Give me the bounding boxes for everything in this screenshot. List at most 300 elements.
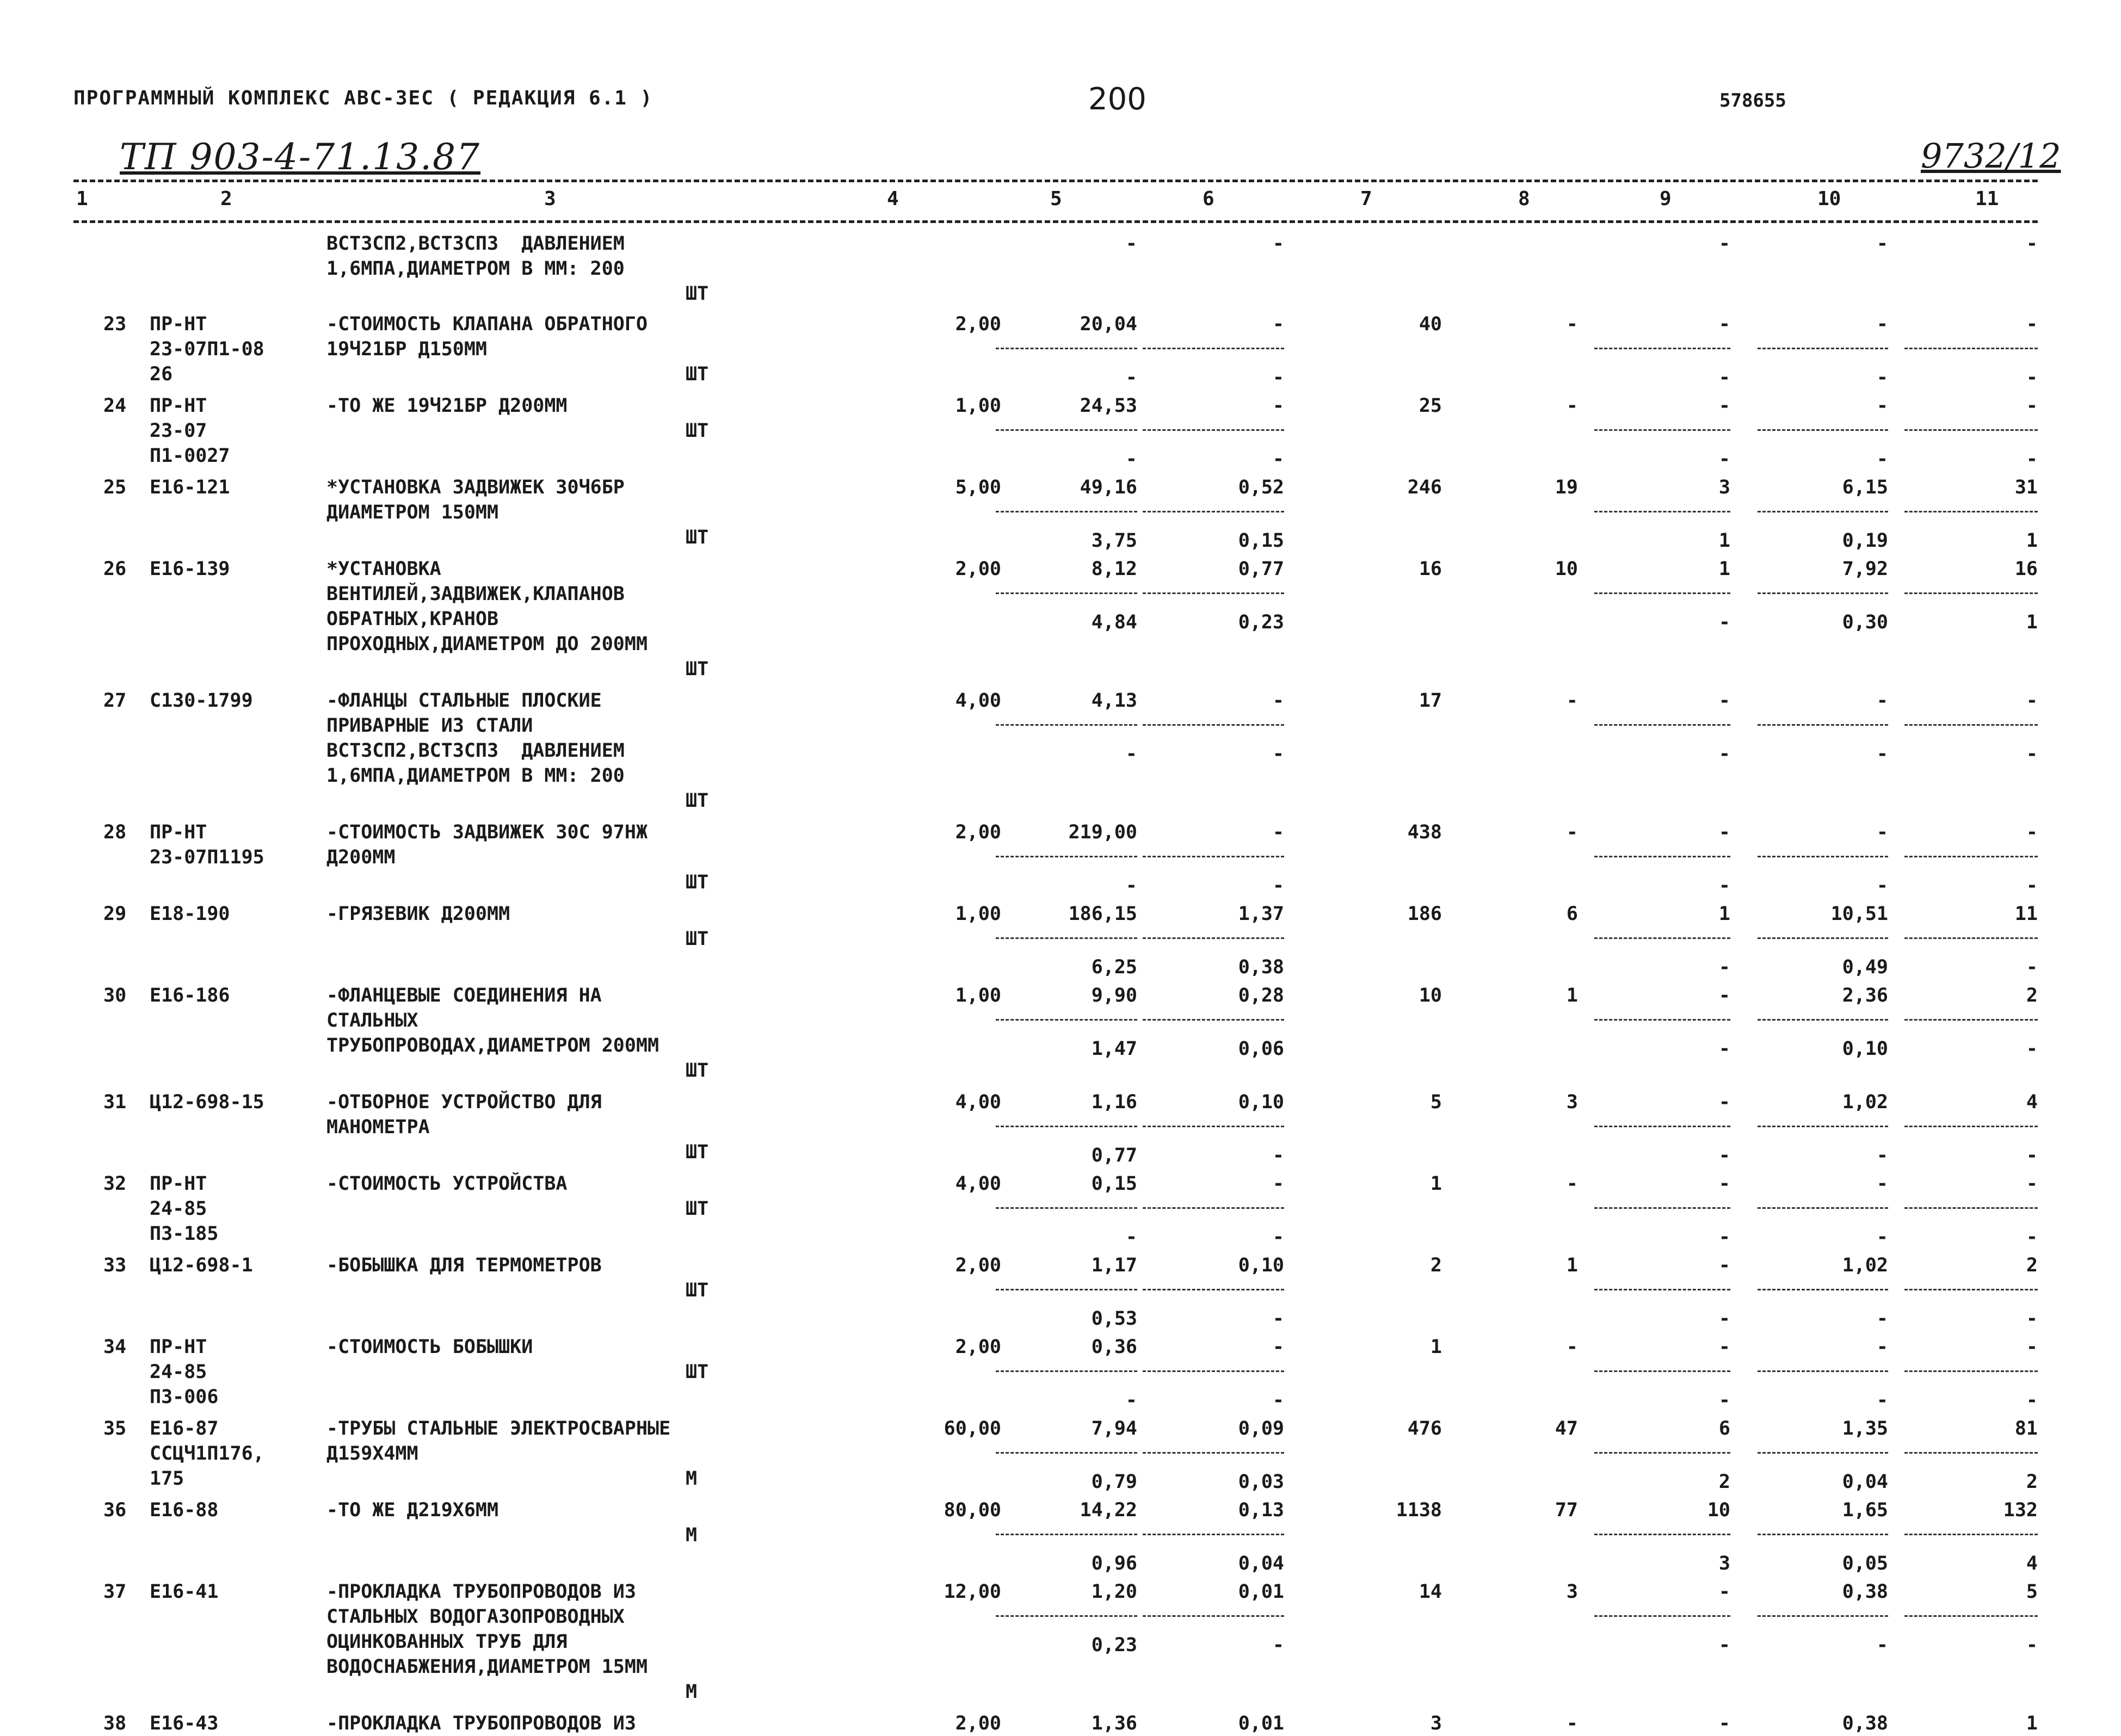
rate-code: Е16-121 — [150, 477, 230, 498]
value-c11: - — [2026, 1336, 2038, 1358]
value-c10: - — [1876, 690, 1888, 712]
cell-separator — [1594, 1289, 1730, 1290]
cell-separator — [996, 856, 1137, 857]
value-c5-lower: - — [1125, 743, 1137, 765]
row-number: 34 — [103, 1336, 127, 1358]
rate-code: 24-85 — [150, 1198, 207, 1220]
value-c10: 0,38 — [1842, 1713, 1888, 1734]
value-c9: - — [1718, 1255, 1730, 1276]
value-c11: - — [2026, 233, 2038, 255]
wages-total: 47 — [1555, 1418, 1578, 1440]
value-c10: 1,02 — [1842, 1255, 1888, 1276]
item-description-line: ПРИВАРНЫЕ ИЗ СТАЛИ — [326, 715, 533, 737]
total-cost: 1138 — [1396, 1499, 1442, 1521]
cell-separator — [1594, 1534, 1730, 1535]
item-description-line: Д200ММ — [326, 847, 396, 868]
quantity: 2,00 — [955, 1336, 1001, 1358]
value-c5-lower: - — [1125, 448, 1137, 470]
row-number: 27 — [103, 690, 127, 712]
cell-separator — [1594, 856, 1730, 857]
cell-separator — [1904, 1019, 2038, 1021]
value-c11-lower: - — [2026, 367, 2038, 388]
unit-label: ШТ — [686, 420, 709, 442]
value-c11: - — [2026, 1173, 2038, 1195]
cell-separator — [1758, 1534, 1888, 1535]
rate-code: Е16-88 — [150, 1499, 219, 1521]
total-cost: 40 — [1419, 313, 1442, 335]
item-description-line: 19Ч21БР Д150ММ — [326, 338, 488, 360]
row-number: 26 — [103, 558, 127, 580]
cell-separator — [1594, 429, 1730, 431]
value-c6: 0,10 — [1238, 1255, 1284, 1276]
value-c10-lower: 0,49 — [1842, 956, 1888, 978]
cell-separator — [1594, 1452, 1730, 1454]
col-7: 7 — [1360, 188, 1372, 210]
col-5: 5 — [1050, 188, 1062, 210]
value-c6-lower: 0,06 — [1238, 1038, 1284, 1060]
cell-separator — [1143, 1207, 1284, 1209]
value-c9: - — [1718, 395, 1730, 417]
unit-label: ШТ — [686, 363, 709, 385]
quantity: 2,00 — [955, 313, 1001, 335]
value-c6: 0,01 — [1238, 1713, 1284, 1734]
value-c11-lower: - — [2026, 875, 2038, 897]
unit-label: ШТ — [686, 527, 709, 548]
cell-separator — [996, 1370, 1137, 1372]
rate-code: 26 — [150, 363, 173, 385]
total-cost: 1 — [1430, 1336, 1442, 1358]
cell-separator — [1904, 1207, 2038, 1209]
cell-separator — [1143, 1126, 1284, 1127]
value-c5: 14,22 — [1080, 1499, 1137, 1521]
row-number: 31 — [103, 1091, 127, 1113]
value-c9: 3 — [1718, 477, 1730, 498]
value-c5: - — [1125, 233, 1137, 255]
value-c5: 4,13 — [1091, 690, 1137, 712]
value-c10-lower: - — [1876, 367, 1888, 388]
item-description-line: *УСТАНОВКА — [326, 558, 441, 580]
value-c11-lower: 4 — [2026, 1553, 2038, 1574]
item-description-line: -ГРЯЗЕВИК Д200ММ — [326, 903, 510, 925]
cell-separator — [1594, 1370, 1730, 1372]
value-c5: 9,90 — [1091, 985, 1137, 1006]
item-description-line: -ФЛАНЦЕВЫЕ СОЕДИНЕНИЯ НА — [326, 985, 602, 1006]
value-c11: - — [2026, 690, 2038, 712]
unit-label: ШТ — [686, 1280, 709, 1301]
value-c10: - — [1876, 233, 1888, 255]
document-number: 578655 — [1719, 90, 1786, 112]
total-cost: 25 — [1419, 395, 1442, 417]
cell-separator — [996, 511, 1137, 512]
cell-separator — [1904, 1534, 2038, 1535]
value-c6-lower: 0,15 — [1238, 530, 1284, 552]
item-description-line: МАНОМЕТРА — [326, 1116, 430, 1138]
quantity: 4,00 — [955, 690, 1001, 712]
value-c5: 0,36 — [1091, 1336, 1137, 1358]
unit-label: М — [686, 1468, 698, 1490]
item-description-line: ПРОХОДНЫХ,ДИАМЕТРОМ ДО 200ММ — [326, 633, 648, 655]
value-c11: 2 — [2026, 985, 2038, 1006]
item-description-line: ДИАМЕТРОМ 150ММ — [326, 502, 499, 523]
cell-separator — [1758, 348, 1888, 349]
value-c5-lower: - — [1125, 1389, 1137, 1411]
quantity: 1,00 — [955, 395, 1001, 417]
value-c11: 31 — [2014, 477, 2038, 498]
rate-code: Е16-139 — [150, 558, 230, 580]
value-c11-lower: 1 — [2026, 530, 2038, 552]
value-c6: 0,13 — [1238, 1499, 1284, 1521]
value-c6: - — [1272, 395, 1284, 417]
value-c9: - — [1718, 1091, 1730, 1113]
column-header-row — [0, 188, 2121, 215]
cell-separator — [1904, 1289, 2038, 1290]
item-description-line: 1,6МПА,ДИАМЕТРОМ В ММ: 200 — [326, 765, 625, 787]
value-c6-lower: - — [1272, 448, 1284, 470]
value-c5-lower: 0,96 — [1091, 1553, 1137, 1574]
cell-separator — [1758, 1019, 1888, 1021]
value-c6: 0,52 — [1238, 477, 1284, 498]
value-c5: 7,94 — [1091, 1418, 1137, 1440]
value-c5: 24,53 — [1080, 395, 1137, 417]
cell-separator — [1758, 724, 1888, 726]
value-c11-lower: - — [2026, 1389, 2038, 1411]
total-cost: 3 — [1430, 1713, 1442, 1734]
cell-separator — [1143, 1452, 1284, 1454]
item-description-line: -СТОИМОСТЬ УСТРОЙСТВА — [326, 1173, 568, 1195]
value-c10-lower: - — [1876, 743, 1888, 765]
value-c5: 1,36 — [1091, 1713, 1137, 1734]
value-c11-lower: - — [2026, 1308, 2038, 1330]
row-number: 25 — [103, 477, 127, 498]
value-c11-lower: - — [2026, 1634, 2038, 1656]
value-c5-lower: 0,79 — [1091, 1471, 1137, 1493]
cell-separator — [996, 1126, 1137, 1127]
value-c5: 186,15 — [1068, 903, 1137, 925]
value-c9-lower: - — [1718, 1038, 1730, 1060]
row-number: 36 — [103, 1499, 127, 1521]
value-c9: - — [1718, 1581, 1730, 1603]
value-c10: - — [1876, 1173, 1888, 1195]
wages-total: 77 — [1555, 1499, 1578, 1521]
cell-separator — [1758, 856, 1888, 857]
value-c9: 1 — [1718, 903, 1730, 925]
value-c11: 1 — [2026, 1713, 2038, 1734]
item-description-line: СТАЛЬНЫХ ВОДОГАЗОПРОВОДНЫХ — [326, 1606, 625, 1628]
unit-label: ШТ — [686, 1141, 709, 1163]
value-c11: 4 — [2026, 1091, 2038, 1113]
cell-separator — [1143, 511, 1284, 512]
value-c10-lower: - — [1876, 448, 1888, 470]
item-description-line: -ФЛАНЦЫ СТАЛЬНЫЕ ПЛОСКИЕ — [326, 690, 602, 712]
quantity: 80,00 — [944, 1499, 1001, 1521]
cell-separator — [1904, 1452, 2038, 1454]
value-c10-lower: 0,30 — [1842, 611, 1888, 633]
cell-separator — [1594, 1019, 1730, 1021]
total-cost: 10 — [1419, 985, 1442, 1006]
item-description-line: -БОБЫШКА ДЛЯ ТЕРМОМЕТРОВ — [326, 1255, 602, 1276]
value-c9: 6 — [1718, 1418, 1730, 1440]
cell-separator — [1904, 511, 2038, 512]
value-c6: 0,10 — [1238, 1091, 1284, 1113]
value-c9-lower: - — [1718, 956, 1730, 978]
value-c9-lower: - — [1718, 1145, 1730, 1166]
row-number: 29 — [103, 903, 127, 925]
rate-code: Ц12-698-15 — [150, 1091, 264, 1113]
cell-separator — [996, 429, 1137, 431]
value-c10-lower: 0,19 — [1842, 530, 1888, 552]
value-c9: - — [1718, 1173, 1730, 1195]
col-4: 4 — [887, 188, 899, 210]
row-number: 37 — [103, 1581, 127, 1603]
value-c10: - — [1876, 821, 1888, 843]
cell-separator — [996, 1452, 1137, 1454]
total-cost: 1 — [1430, 1173, 1442, 1195]
cell-separator — [1594, 1207, 1730, 1209]
rate-code: Е16-186 — [150, 985, 230, 1006]
wages-total: 3 — [1566, 1581, 1578, 1603]
col-3: 3 — [544, 188, 556, 210]
unit-label: ШТ — [686, 872, 709, 893]
value-c10: 7,92 — [1842, 558, 1888, 580]
rate-code: ПР-НТ — [150, 1336, 207, 1358]
header-rule-top — [73, 180, 2038, 182]
value-c10: - — [1876, 313, 1888, 335]
quantity: 2,00 — [955, 1255, 1001, 1276]
wages-total: - — [1566, 1336, 1578, 1358]
value-c10: 10,51 — [1830, 903, 1888, 925]
quantity: 4,00 — [955, 1091, 1001, 1113]
cell-separator — [1758, 592, 1888, 594]
total-cost: 438 — [1407, 821, 1442, 843]
cell-separator — [1904, 1126, 2038, 1127]
value-c5: 1,17 — [1091, 1255, 1137, 1276]
total-cost: 16 — [1419, 558, 1442, 580]
col-11: 11 — [1975, 188, 1999, 210]
col-1: 1 — [76, 188, 88, 210]
value-c11: - — [2026, 821, 2038, 843]
value-c10-lower: - — [1876, 1308, 1888, 1330]
cell-separator — [1143, 1019, 1284, 1021]
value-c5-lower: - — [1125, 367, 1137, 388]
cell-separator — [1904, 856, 2038, 857]
quantity: 1,00 — [955, 903, 1001, 925]
unit-label: ШТ — [686, 1361, 709, 1383]
rate-code: 24-85 — [150, 1361, 207, 1383]
value-c5: 8,12 — [1091, 558, 1137, 580]
value-c11: - — [2026, 313, 2038, 335]
rate-code: ПР-НТ — [150, 313, 207, 335]
value-c5-lower: 6,25 — [1091, 956, 1137, 978]
value-c6: - — [1272, 1336, 1284, 1358]
item-description-line: ОЦИНКОВАННЫХ ТРУБ ДЛЯ — [326, 1631, 568, 1653]
value-c9-lower: - — [1718, 1389, 1730, 1411]
value-c5: 20,04 — [1080, 313, 1137, 335]
value-c10: - — [1876, 395, 1888, 417]
unit-label: ШТ — [686, 1060, 709, 1082]
rate-code: Е16-87 — [150, 1418, 219, 1440]
cell-separator — [1594, 511, 1730, 512]
total-cost: 2 — [1430, 1255, 1442, 1276]
value-c11: 16 — [2014, 558, 2038, 580]
value-c5: 219,00 — [1068, 821, 1137, 843]
cell-separator — [1758, 1615, 1888, 1617]
item-description-line: *УСТАНОВКА ЗАДВИЖЕК 30Ч6БР — [326, 477, 625, 498]
value-c6-lower: 0,38 — [1238, 956, 1284, 978]
item-description-line: СТАЛЬНЫХ — [326, 1010, 418, 1031]
rate-code: ПР-НТ — [150, 1173, 207, 1195]
cell-separator — [1758, 1370, 1888, 1372]
unit-label: ШТ — [686, 658, 709, 680]
quantity: 2,00 — [955, 821, 1001, 843]
value-c11: 5 — [2026, 1581, 2038, 1603]
cell-separator — [1143, 592, 1284, 594]
value-c9-lower: - — [1718, 743, 1730, 765]
cell-separator — [996, 937, 1137, 939]
value-c9: - — [1718, 1713, 1730, 1734]
rate-code: Е18-190 — [150, 903, 230, 925]
value-c9: - — [1718, 985, 1730, 1006]
total-cost: 476 — [1407, 1418, 1442, 1440]
value-c6-lower: - — [1272, 367, 1284, 388]
col-8: 8 — [1518, 188, 1530, 210]
value-c6: - — [1272, 313, 1284, 335]
item-description-line: -ТРУБЫ СТАЛЬНЫЕ ЭЛЕКТРОСВАРНЫЕ — [326, 1418, 671, 1440]
total-cost: 186 — [1407, 903, 1442, 925]
value-c9-lower: - — [1718, 1226, 1730, 1248]
value-c5: 0,15 — [1091, 1173, 1137, 1195]
value-c11-lower: - — [2026, 448, 2038, 470]
wages-total: - — [1566, 690, 1578, 712]
value-c11: 11 — [2014, 903, 2038, 925]
cell-separator — [1594, 592, 1730, 594]
value-c11-lower: - — [2026, 1145, 2038, 1166]
quantity: 2,00 — [955, 1713, 1001, 1734]
total-cost: 5 — [1430, 1091, 1442, 1113]
wages-total: - — [1566, 1173, 1578, 1195]
value-c10: 6,15 — [1842, 477, 1888, 498]
value-c9-lower: 3 — [1718, 1553, 1730, 1574]
value-c6-lower: 0,04 — [1238, 1553, 1284, 1574]
cell-separator — [1758, 511, 1888, 512]
cell-separator — [1904, 348, 2038, 349]
unit-label: М — [686, 1681, 698, 1703]
cell-separator — [1143, 348, 1284, 349]
cell-separator — [996, 724, 1137, 726]
value-c5-lower: - — [1125, 875, 1137, 897]
value-c10-lower: - — [1876, 1226, 1888, 1248]
item-description-line: -ПРОКЛАДКА ТРУБОПРОВОДОВ ИЗ — [326, 1581, 636, 1603]
value-c11-lower: - — [2026, 1226, 2038, 1248]
rate-code: С130-1799 — [150, 690, 253, 712]
row-number: 23 — [103, 313, 127, 335]
cell-separator — [1758, 937, 1888, 939]
wages-total: 3 — [1566, 1091, 1578, 1113]
wages-total: - — [1566, 395, 1578, 417]
total-cost: 246 — [1407, 477, 1442, 498]
value-c10-lower: 0,05 — [1842, 1553, 1888, 1574]
cell-separator — [1143, 1615, 1284, 1617]
header-rule-bottom — [73, 220, 2038, 223]
wages-total: - — [1566, 821, 1578, 843]
item-description-line: 1,6МПА,ДИАМЕТРОМ В ММ: 200 — [326, 258, 625, 280]
value-c9: - — [1718, 821, 1730, 843]
value-c9-lower: - — [1718, 367, 1730, 388]
cell-separator — [1904, 724, 2038, 726]
cell-separator — [1143, 937, 1284, 939]
row-number: 32 — [103, 1173, 127, 1195]
item-description-line: ВЕНТИЛЕЙ,ЗАДВИЖЕК,КЛАПАНОВ — [326, 583, 625, 605]
value-c6-lower: - — [1272, 743, 1284, 765]
total-cost: 17 — [1419, 690, 1442, 712]
cell-separator — [996, 1615, 1137, 1617]
wages-total: - — [1566, 313, 1578, 335]
value-c10: 2,36 — [1842, 985, 1888, 1006]
cell-separator — [1904, 1370, 2038, 1372]
value-c5-lower: 0,23 — [1091, 1634, 1137, 1656]
value-c5: 49,16 — [1080, 477, 1137, 498]
value-c10: 1,02 — [1842, 1091, 1888, 1113]
value-c6: 0,01 — [1238, 1581, 1284, 1603]
cell-separator — [1594, 1126, 1730, 1127]
value-c9: - — [1718, 313, 1730, 335]
rate-code: 23-07 — [150, 420, 207, 442]
rate-code: ПР-НТ — [150, 821, 207, 843]
project-code: ТП 903-4-71.13.87 — [120, 136, 481, 178]
value-c9-lower: 1 — [1718, 530, 1730, 552]
value-c5-lower: - — [1125, 1226, 1137, 1248]
quantity: 2,00 — [955, 558, 1001, 580]
value-c10-lower: - — [1876, 1389, 1888, 1411]
value-c6: 0,09 — [1238, 1418, 1284, 1440]
item-description-line: -ОТБОРНОЕ УСТРОЙСТВО ДЛЯ — [326, 1091, 602, 1113]
item-description-line: Д159Х4ММ — [326, 1443, 418, 1465]
rate-code: 23-07П1195 — [150, 847, 264, 868]
cell-separator — [1594, 724, 1730, 726]
item-description-line: ВСТ3СП2,ВСТ3СП3 ДАВЛЕНИЕМ — [326, 233, 625, 255]
value-c5-lower: 4,84 — [1091, 611, 1137, 633]
value-c5: 1,16 — [1091, 1091, 1137, 1113]
value-c9: 10 — [1707, 1499, 1730, 1521]
value-c11: 132 — [2003, 1499, 2038, 1521]
rate-code: Е16-41 — [150, 1581, 219, 1603]
value-c9-lower: - — [1718, 1634, 1730, 1656]
cell-separator — [1594, 937, 1730, 939]
value-c9: 1 — [1718, 558, 1730, 580]
item-description-line: ШТ — [686, 283, 709, 305]
cell-separator — [1143, 1289, 1284, 1290]
cell-separator — [1143, 429, 1284, 431]
rate-code: ССЦЧ1П176, — [150, 1443, 264, 1465]
value-c10-lower: - — [1876, 875, 1888, 897]
unit-label: ШТ — [686, 1198, 709, 1220]
rate-code: П3-006 — [150, 1386, 219, 1408]
col-9: 9 — [1660, 188, 1672, 210]
cell-separator — [1143, 1534, 1284, 1535]
value-c10: 0,38 — [1842, 1581, 1888, 1603]
value-c5: 1,20 — [1091, 1581, 1137, 1603]
cell-separator — [996, 1534, 1137, 1535]
rate-code: П1-0027 — [150, 445, 230, 467]
value-c6-lower: 0,23 — [1238, 611, 1284, 633]
quantity: 5,00 — [955, 477, 1001, 498]
rate-code: Ц12-698-1 — [150, 1255, 253, 1276]
value-c6-lower: - — [1272, 1308, 1284, 1330]
row-number: 24 — [103, 395, 127, 417]
rate-code: Е16-43 — [150, 1713, 219, 1734]
value-c9: - — [1718, 1336, 1730, 1358]
item-description-line: ОБРАТНЫХ,КРАНОВ — [326, 608, 499, 630]
cell-separator — [1758, 1207, 1888, 1209]
